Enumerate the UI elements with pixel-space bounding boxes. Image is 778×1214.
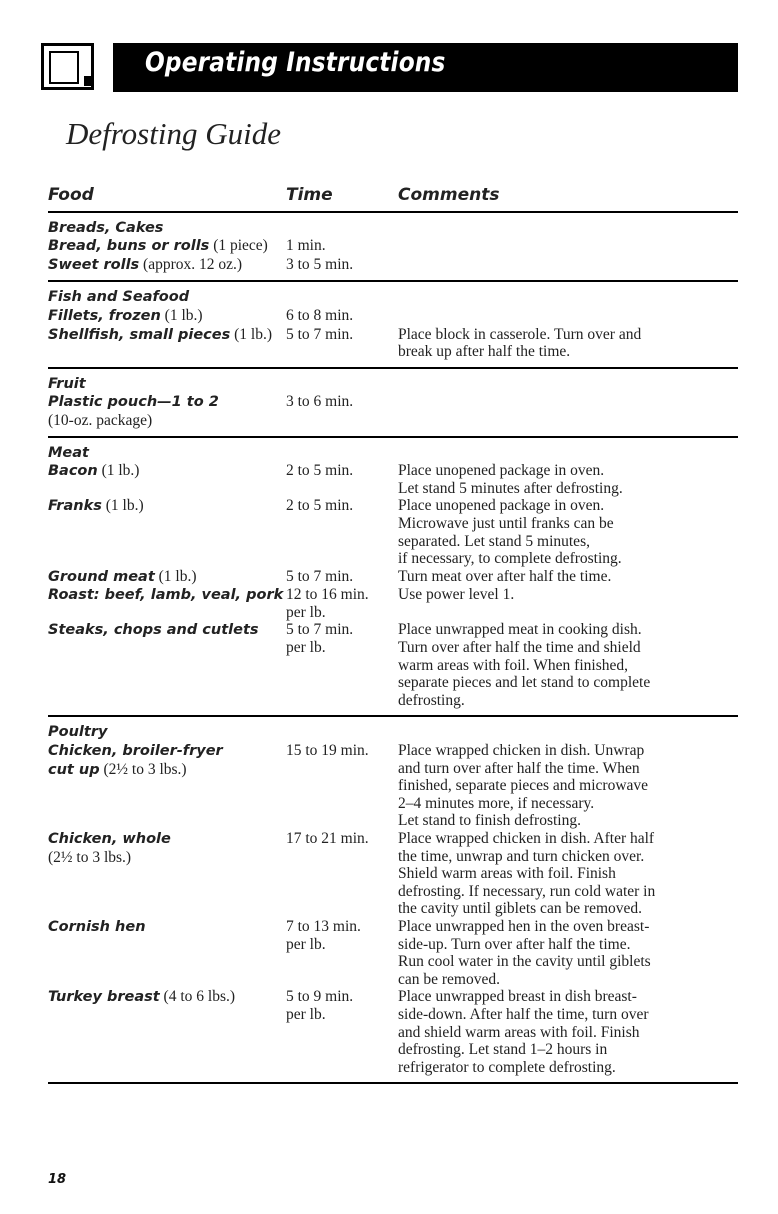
food-quantity: (approx. 12 oz.) — [139, 255, 243, 273]
table-row — [48, 918, 738, 988]
time-cell: 3 to 6 min. — [286, 393, 398, 436]
category-row — [48, 437, 738, 463]
category-row — [48, 281, 738, 307]
section-title: Operating Instructions — [145, 47, 446, 78]
comment-cell: Place wrapped chicken in dish. Unwrap and turn over after half the time. When finished, separate pieces and microwave 2–4 minutes more, if necessary. Let stand to finish defrosting. — [398, 742, 649, 830]
time-cell: 5 to 7 min. — [286, 326, 398, 368]
table-row — [48, 393, 738, 436]
column-header-comments: Comments — [398, 185, 738, 212]
food-name: Chicken, broiler-fryer cut up — [48, 743, 223, 778]
food-cell — [48, 307, 286, 326]
food-cell — [48, 988, 286, 1083]
food-quantity: (1 piece) — [209, 237, 268, 255]
food-cell — [48, 918, 286, 988]
food-cell — [48, 462, 286, 497]
food-name: Shellfish, small pieces — [48, 326, 231, 343]
section-header — [41, 43, 738, 92]
section-title-band — [113, 43, 738, 92]
table-row — [48, 237, 738, 256]
food-name: Turkey breast — [48, 989, 160, 1006]
time-cell: 5 to 9 min. per lb. — [286, 988, 398, 1083]
table-row — [48, 568, 738, 587]
page-title: Defrosting Guide — [66, 116, 281, 151]
comment-cell — [398, 307, 738, 326]
comment-cell — [398, 256, 738, 282]
food-quantity: (1 lb.) — [101, 497, 144, 515]
food-cell — [48, 621, 286, 716]
page-number: 18 — [48, 1172, 67, 1187]
food-quantity: (1 lb.) — [160, 306, 203, 324]
category-row — [48, 212, 738, 238]
table-row — [48, 307, 738, 326]
category-row — [48, 716, 738, 742]
table-row — [48, 621, 738, 716]
table-row — [48, 256, 738, 282]
food-cell — [48, 393, 286, 436]
food-cell — [48, 237, 286, 256]
time-cell: 3 to 5 min. — [286, 256, 398, 282]
oven-icon — [41, 43, 94, 90]
food-name: Bacon — [48, 463, 98, 480]
category-label: Fish and Seafood — [48, 289, 190, 306]
column-header-time: Time — [286, 185, 398, 212]
time-cell: 17 to 21 min. — [286, 830, 369, 847]
table-row — [48, 326, 738, 368]
table-row — [48, 988, 738, 1083]
food-quantity: (10-oz. package) — [48, 411, 153, 429]
time-cell: 6 to 8 min. — [286, 306, 354, 324]
comment-cell — [398, 393, 738, 436]
food-quantity: (1 lb.) — [154, 567, 197, 585]
comment-cell: Place unwrapped hen in the oven breast- side-up. Turn over after half the time. Run cool water in the cavity until giblets can be removed. — [398, 917, 651, 988]
time-cell: 1 min. — [286, 237, 326, 255]
comment-cell: Turn meat over after half the time. — [398, 567, 612, 585]
table-row — [48, 830, 738, 918]
food-name: Ground meat — [48, 568, 155, 585]
food-cell — [48, 497, 286, 567]
time-cell: 2 to 5 min. — [286, 462, 354, 480]
food-name: Franks — [48, 498, 102, 515]
time-cell: 7 to 13 min. per lb. — [286, 917, 361, 953]
comment-cell: Use power level 1. — [398, 586, 515, 604]
food-name: Chicken, whole — [48, 831, 171, 847]
food-name: Bread, buns or rolls — [48, 238, 210, 255]
food-name: Fillets, frozen — [48, 307, 161, 324]
comment-cell: Place unopened package in oven. Microwave just until franks can be separated. Let stand 5 minutes, if necessary, to complete defrosting. — [398, 497, 622, 568]
comment-cell: Place unwrapped meat in cooking dish. Turn over after half the time and shield warm areas with foil. When finished, separate pieces and let stand to complete defrosting. — [398, 621, 738, 716]
comment-cell: Place wrapped chicken in dish. After half the time, unwrap and turn chicken over. Shield warm areas with foil. Finish defrosting. If necessary, run cold water in the cavity until giblets can be removed. — [398, 830, 656, 918]
time-cell: 12 to 16 min. per lb. — [286, 586, 369, 621]
category-label: Poultry — [48, 724, 108, 741]
time-cell: 2 to 5 min. — [286, 497, 354, 515]
comment-cell: Place block in casserole. Turn over and break up after half the time. — [398, 326, 738, 368]
food-cell — [48, 326, 286, 368]
category-label: Breads, Cakes — [48, 219, 164, 236]
food-name: Sweet rolls — [48, 256, 140, 273]
food-quantity: (1 lb.) — [97, 462, 140, 480]
food-name: Cornish hen — [48, 918, 146, 935]
food-cell — [48, 742, 286, 830]
food-cell — [48, 568, 286, 587]
food-quantity: (4 to 6 lbs.) — [159, 988, 236, 1006]
time-cell: 15 to 19 min. — [286, 742, 369, 760]
category-row — [48, 368, 738, 394]
food-cell — [48, 256, 286, 282]
category-label: Meat — [48, 444, 89, 461]
table-row — [48, 586, 738, 621]
defrosting-table — [48, 185, 738, 1084]
table-row — [48, 742, 738, 830]
column-header-food: Food — [48, 185, 286, 212]
table-row — [48, 462, 738, 497]
food-name: Roast: beef, lamb, veal, pork — [48, 587, 284, 604]
table-row — [48, 497, 738, 567]
time-cell: 5 to 7 min. — [286, 567, 354, 585]
food-quantity: (1 lb.) — [230, 325, 272, 343]
table-header-row — [48, 185, 738, 212]
food-cell — [48, 586, 286, 621]
food-quantity: (2½ to 3 lbs.) — [48, 848, 132, 866]
food-quantity: (2½ to 3 lbs.) — [99, 760, 187, 778]
time-cell: 5 to 7 min. per lb. — [286, 621, 398, 716]
table-body — [48, 212, 738, 1084]
food-name: Steaks, chops and cutlets — [48, 622, 259, 639]
food-cell — [48, 830, 286, 918]
comment-cell: Place unwrapped breast in dish breast- side-down. After half the time, turn over and shield warm areas with foil. Finish defrosting. Let stand 1–2 hours in refrigerator to complete defrosting. — [398, 988, 738, 1083]
food-name: Plastic pouch—1 to 2 — [48, 394, 219, 411]
comment-cell: Place unopened package in oven. Let stand 5 minutes after defrosting. — [398, 462, 623, 497]
category-label: Fruit — [48, 375, 86, 392]
comment-cell — [398, 237, 738, 256]
